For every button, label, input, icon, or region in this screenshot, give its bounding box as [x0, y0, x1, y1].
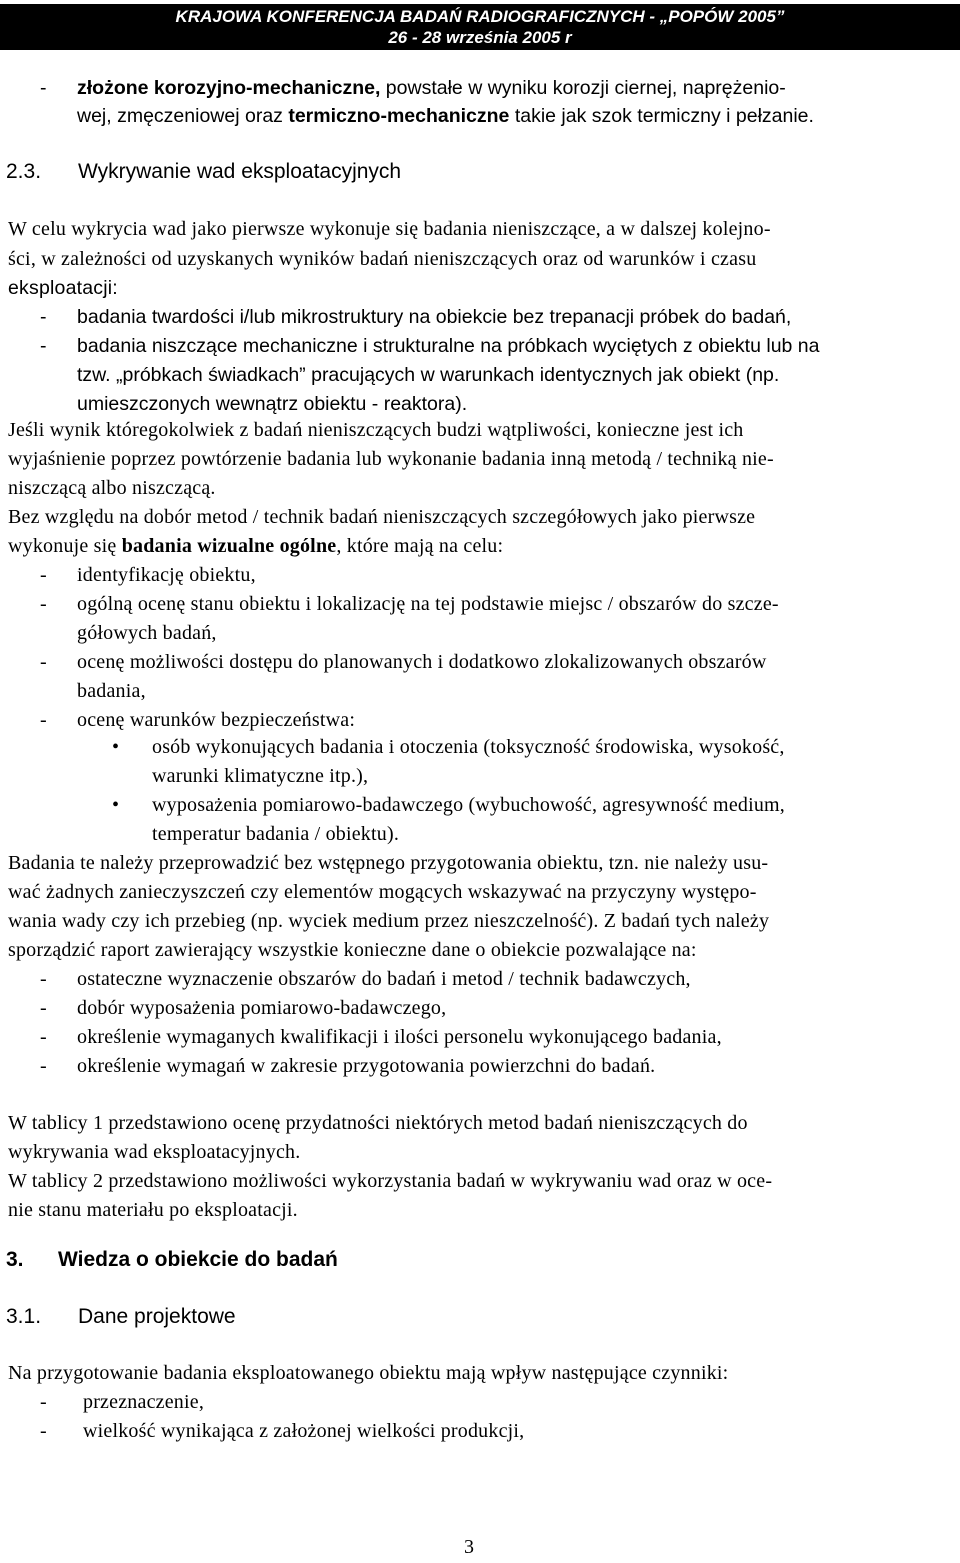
list-item-cont: tzw. „próbkach świadkach” pracujących w warunkach identycznych jak obiekt (np.: [77, 364, 780, 386]
header-title: KRAJOWA KONFERENCJA BADAŃ RADIOGRAFICZNYCH - „POPÓW 2005”: [175, 7, 785, 26]
paragraph-line: W celu wykrycia wad jako pierwsze wykonuje się badania nieniszczące, a w dalszej kolejno-: [8, 218, 771, 240]
paragraph-bold: badania wizualne ogólne: [121, 535, 337, 557]
paragraph-line: niszczącą albo niszczącą.: [8, 477, 216, 499]
list-dash: -: [40, 968, 47, 990]
list-item: określenie wymaganych kwalifikacji i ilości personelu wykonującego badania,: [77, 1026, 722, 1048]
section-number: 2.3.: [6, 160, 42, 183]
section-heading-3-1: [6, 1305, 236, 1329]
page-number: 3: [464, 1536, 474, 1558]
paragraph-line: Jeśli wynik któregokolwiek z badań nieniszczących budzi wątpliwości, konieczne jest ich: [8, 419, 744, 441]
list-item-cont: umieszczonych wewnątrz obiektu - reaktora).: [77, 393, 468, 415]
paragraph-6: Na przygotowanie badania eksploatowanego obiektu mają wpływ następujące czynniki:: [8, 1362, 729, 1384]
list-dash: -: [40, 1420, 47, 1442]
intro-text-1: powstałe w wyniku korozji ciernej, naprężenio-: [380, 77, 786, 99]
list-item-cont: gółowych badań,: [77, 622, 217, 644]
list-dash: -: [40, 1026, 47, 1048]
paragraph-line: sporządzić raport zawierający wszystkie konieczne dane o obiekcie pozwalające na:: [8, 939, 697, 961]
section-number: 3.: [6, 1248, 24, 1271]
paragraph-line: nie stanu materiału po eksploatacji.: [8, 1199, 298, 1221]
paragraph-text: wykonuje się: [8, 535, 122, 557]
bullet-item-cont: warunki klimatyczne itp.),: [152, 765, 369, 787]
bullet-item: osób wykonujących badania i otoczenia (toksyczność środowiska, wysokość,: [152, 736, 785, 758]
list-item: dobór wyposażenia pomiarowo-badawczego,: [77, 997, 447, 1019]
header-date: 26 - 28 września 2005 r: [388, 28, 572, 47]
list-item: badania twardości i/lub mikrostruktury na obiekcie bez trepanacji próbek do badań,: [77, 306, 792, 328]
intro-text-2: wej, zmęczeniowej oraz: [77, 105, 289, 127]
list-item: ogólną ocenę stanu obiektu i lokalizację na tej podstawie miejsc / obszarów do szcze-: [77, 593, 779, 615]
list-dash: -: [40, 709, 47, 731]
bullet-item: wyposażenia pomiarowo-badawczego (wybuchowość, agresywność medium,: [152, 794, 786, 816]
intro-bold-2: termiczno-mechaniczne: [288, 105, 510, 127]
paragraph-text: , które mają na celu:: [336, 535, 504, 557]
list-dash: -: [40, 1055, 47, 1077]
list-item: identyfikację obiektu,: [77, 564, 256, 586]
section-heading-3: [6, 1248, 338, 1272]
paragraph-line: Badania te należy przeprowadzić bez wstępnego przygotowania obiektu, tzn. nie należy usu-: [8, 852, 769, 874]
list-dash: -: [40, 1391, 47, 1413]
list-item: ocenę możliwości dostępu do planowanych i dodatkowo zlokalizowanych obszarów: [77, 651, 767, 673]
bullet-icon: •: [112, 794, 120, 816]
list-item: ostateczne wyznaczenie obszarów do badań i metod / technik badawczych,: [77, 968, 691, 990]
list-item: ocenę warunków bezpieczeństwa:: [77, 709, 356, 731]
paragraph-line: wyjaśnienie poprzez powtórzenie badania lub wykonanie badania inną metodą / techniką nie-: [8, 448, 774, 470]
conference-header: [0, 4, 960, 50]
paragraph-line: ści, w zależności od uzyskanych wyników badań nieniszczących oraz od warunków i czasu: [8, 248, 757, 270]
list-item-cont: badania,: [77, 680, 146, 702]
list-item: określenie wymagań w zakresie przygotowania powierzchni do badań.: [77, 1055, 656, 1077]
list-dash: -: [40, 593, 47, 615]
list-item: przeznaczenie,: [83, 1391, 205, 1413]
paragraph-line: W tablicy 2 przedstawiono możliwości wykorzystania badań w wykrywaniu wad oraz w oce-: [8, 1170, 773, 1192]
section-number: 3.1.: [6, 1305, 42, 1328]
paragraph-line: wać żadnych zanieczyszczeń czy elementów mogących wskazywać na przyczyny występo-: [8, 881, 757, 903]
paragraph-line: eksploatacji:: [8, 277, 118, 299]
list-item: wielkość wynikająca z założonej wielkości produkcji,: [83, 1420, 525, 1442]
paragraph-line: wania wady czy ich przebieg (np. wyciek medium przez nieszczelność). Z badań tych należy: [8, 910, 770, 932]
intro-text-3: takie jak szok termiczny i pełzanie.: [509, 105, 814, 127]
list-item: badania niszczące mechaniczne i strukturalne na próbkach wyciętych z obiektu lub na: [77, 335, 820, 357]
list-dash: -: [40, 306, 47, 328]
list-dash: -: [40, 564, 47, 586]
list-dash: -: [40, 997, 47, 1019]
section-title: Wykrywanie wad eksploatacyjnych: [78, 160, 402, 183]
paragraph-line: wykrywania wad eksploatacyjnych.: [8, 1141, 301, 1163]
section-title: Dane projektowe: [78, 1305, 236, 1328]
list-dash: -: [40, 651, 47, 673]
section-heading-2-3: [6, 160, 401, 184]
paragraph-line: Bez względu na dobór metod / technik badań nieniszczących szczegółowych jako pierwsze: [8, 506, 756, 528]
list-dash: -: [40, 335, 47, 357]
list-dash: -: [40, 77, 47, 99]
bullet-item-cont: temperatur badania / obiektu).: [152, 823, 400, 845]
section-title: Wiedza o obiekcie do badań: [58, 1248, 338, 1271]
bullet-icon: •: [112, 736, 120, 758]
paragraph-line: W tablicy 1 przedstawiono ocenę przydatności niektórych metod badań nieniszczących do: [8, 1112, 748, 1134]
intro-bold-1: złożone korozyjno-mechaniczne,: [77, 77, 381, 99]
